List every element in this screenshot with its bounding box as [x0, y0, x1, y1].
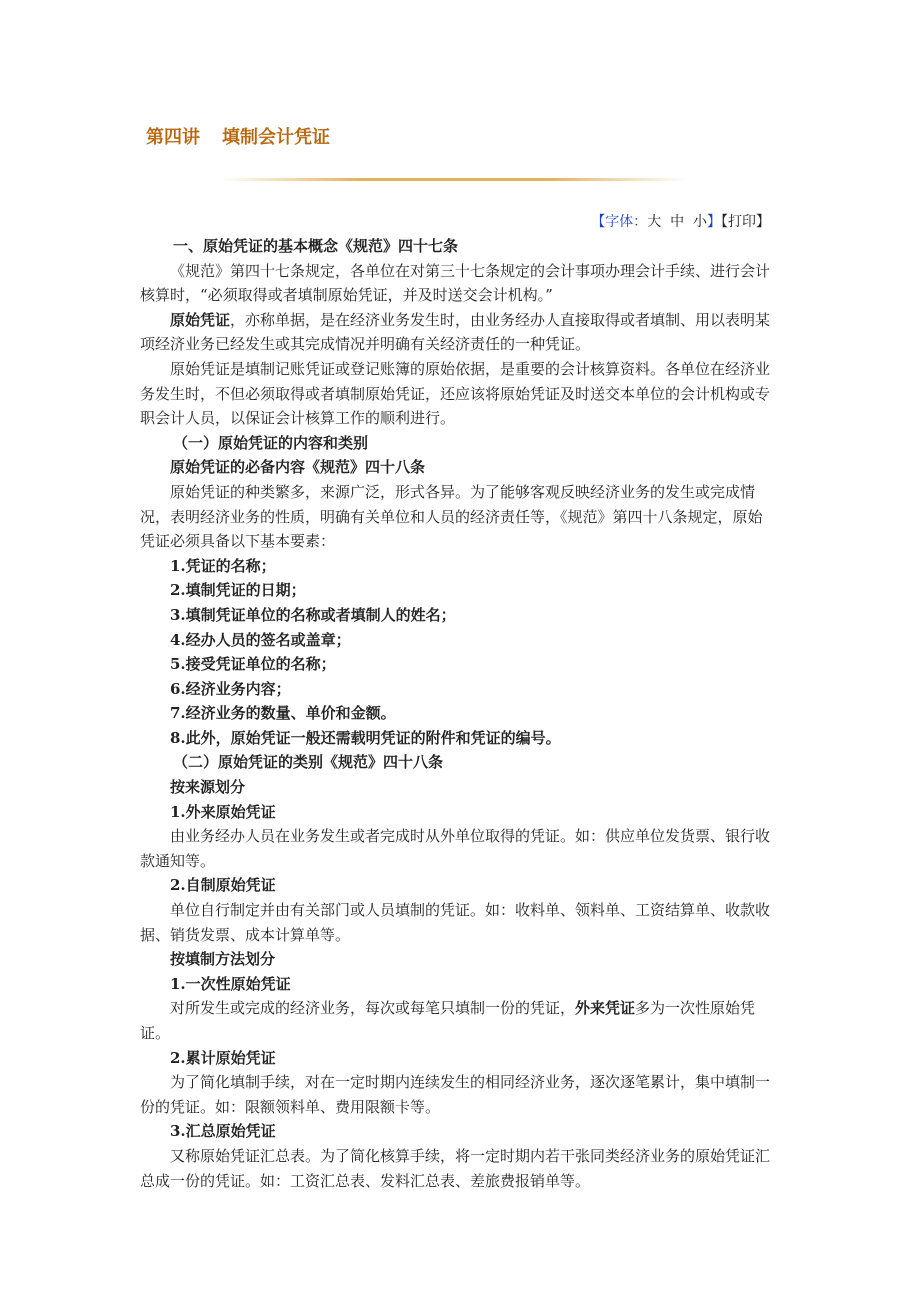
paragraph: 单位自行制定并由有关部门或人员填制的凭证。如：收料单、领料单、工资结算单、收款收据、销货发票、成本计算单等。: [140, 901, 771, 944]
paragraph: 又称原始凭证汇总表。为了简化核算手续，将一定时期内若干张同类经济业务的原始凭证汇总成一份的凭证。如：工资汇总表、发料汇总表、差旅费报销单等。: [140, 1146, 771, 1190]
title-topic: 填制会计凭证: [222, 127, 330, 148]
font-print-toolbar: [591, 211, 770, 231]
article-body: [140, 234, 772, 1193]
paragraph: 为了简化填制手续，对在一定时期内连续发生的相同经济业务，逐次逐笔累计，集中填制一份的凭证。如：限额领料单、费用限额卡等。: [140, 1073, 771, 1116]
list-item: 8.此外，原始凭证一般还需载明凭证的附件和凭证的编号。: [170, 728, 561, 747]
font-large-link[interactable]: 大: [647, 214, 662, 230]
list-item: 3.填制凭证单位的名称或者填制人的姓名；: [170, 605, 456, 624]
paragraph: 对所发生或完成的经济业务，每次或每笔只填制一份的凭证，外来凭证多为一次性原始凭证。: [140, 999, 756, 1042]
list-item: 4.经办人员的签名或盖章；: [170, 630, 351, 649]
subheading: 2.累计原始凭证: [170, 1048, 276, 1067]
subheading: 原始凭证的必备内容《规范》四十八条: [170, 458, 426, 477]
section-heading: 一、原始凭证的基本概念《规范》四十七条: [173, 237, 459, 255]
list-item: 1.凭证的名称；: [170, 556, 276, 575]
font-size-label: 字体：: [605, 214, 648, 230]
subheading: 按来源划分: [170, 778, 246, 797]
font-medium-link[interactable]: 中: [670, 214, 685, 230]
subheading: 2.自制原始凭证: [170, 876, 276, 895]
print-link[interactable]: 【打印】: [721, 214, 770, 230]
term-original-voucher: 原始凭证: [170, 310, 231, 329]
subheading: 3.汇总原始凭证: [170, 1122, 276, 1141]
bracket-open: 【: [591, 214, 606, 230]
list-item: 2.填制凭证的日期；: [170, 581, 306, 600]
title-divider: [220, 178, 688, 181]
paragraph: 由业务经办人员在业务发生或者完成时从外单位取得的凭证。如：供应单位发货票、银行收款通知等。: [140, 827, 771, 870]
subheading: 1.一次性原始凭证: [170, 974, 291, 993]
paragraph: 原始凭证，亦称单据，是在经济业务发生时，由业务经办人直接取得或者填制、用以表明某项经济业务已经发生或其完成情况并明确有关经济责任的一种凭证。: [140, 310, 771, 354]
subheading: 1.外来原始凭证: [170, 802, 276, 821]
page-title: [146, 123, 330, 149]
list-item: 5.接受凭证单位的名称；: [170, 655, 336, 674]
subsection-heading: （二）原始凭证的类别《规范》四十八条: [173, 753, 444, 772]
title-lecture-number: 第四讲: [146, 127, 200, 148]
subsection-heading: （一）原始凭证的内容和类别: [173, 433, 369, 452]
bracket-close: 】: [707, 214, 721, 230]
paragraph: 原始凭证是填制记账凭证或登记账簿的原始依据，是重要的会计核算资料。各单位在经济业务发生时，不但必须取得或者填制原始凭证，还应该将原始凭证及时送交本单位的会计机构或专职会计人员，以保证会计核算工作的顺利进行。: [140, 359, 771, 428]
term-external-voucher: 外来凭证: [575, 999, 636, 1018]
subheading: 按填制方法划分: [170, 950, 276, 969]
font-small-link[interactable]: 小: [693, 214, 707, 230]
list-item: 6.经济业务内容；: [170, 679, 291, 698]
list-item: 7.经济业务的数量、单价和金额。: [170, 704, 396, 723]
paragraph: 《规范》第四十七条规定，各单位在对第三十七条规定的会计事项办理会计手续、进行会计核算时，“必须取得或者填制原始凭证，并及时送交会计机构。”: [140, 261, 771, 305]
paragraph: 原始凭证的种类繁多，来源广泛，形式各异。为了能够客观反映经济业务的发生或完成情况，表明经济业务的性质，明确有关单位和人员的经济责任等，《规范》第四十八条规定，原始凭证必须具备以下基本要素：: [140, 482, 763, 551]
